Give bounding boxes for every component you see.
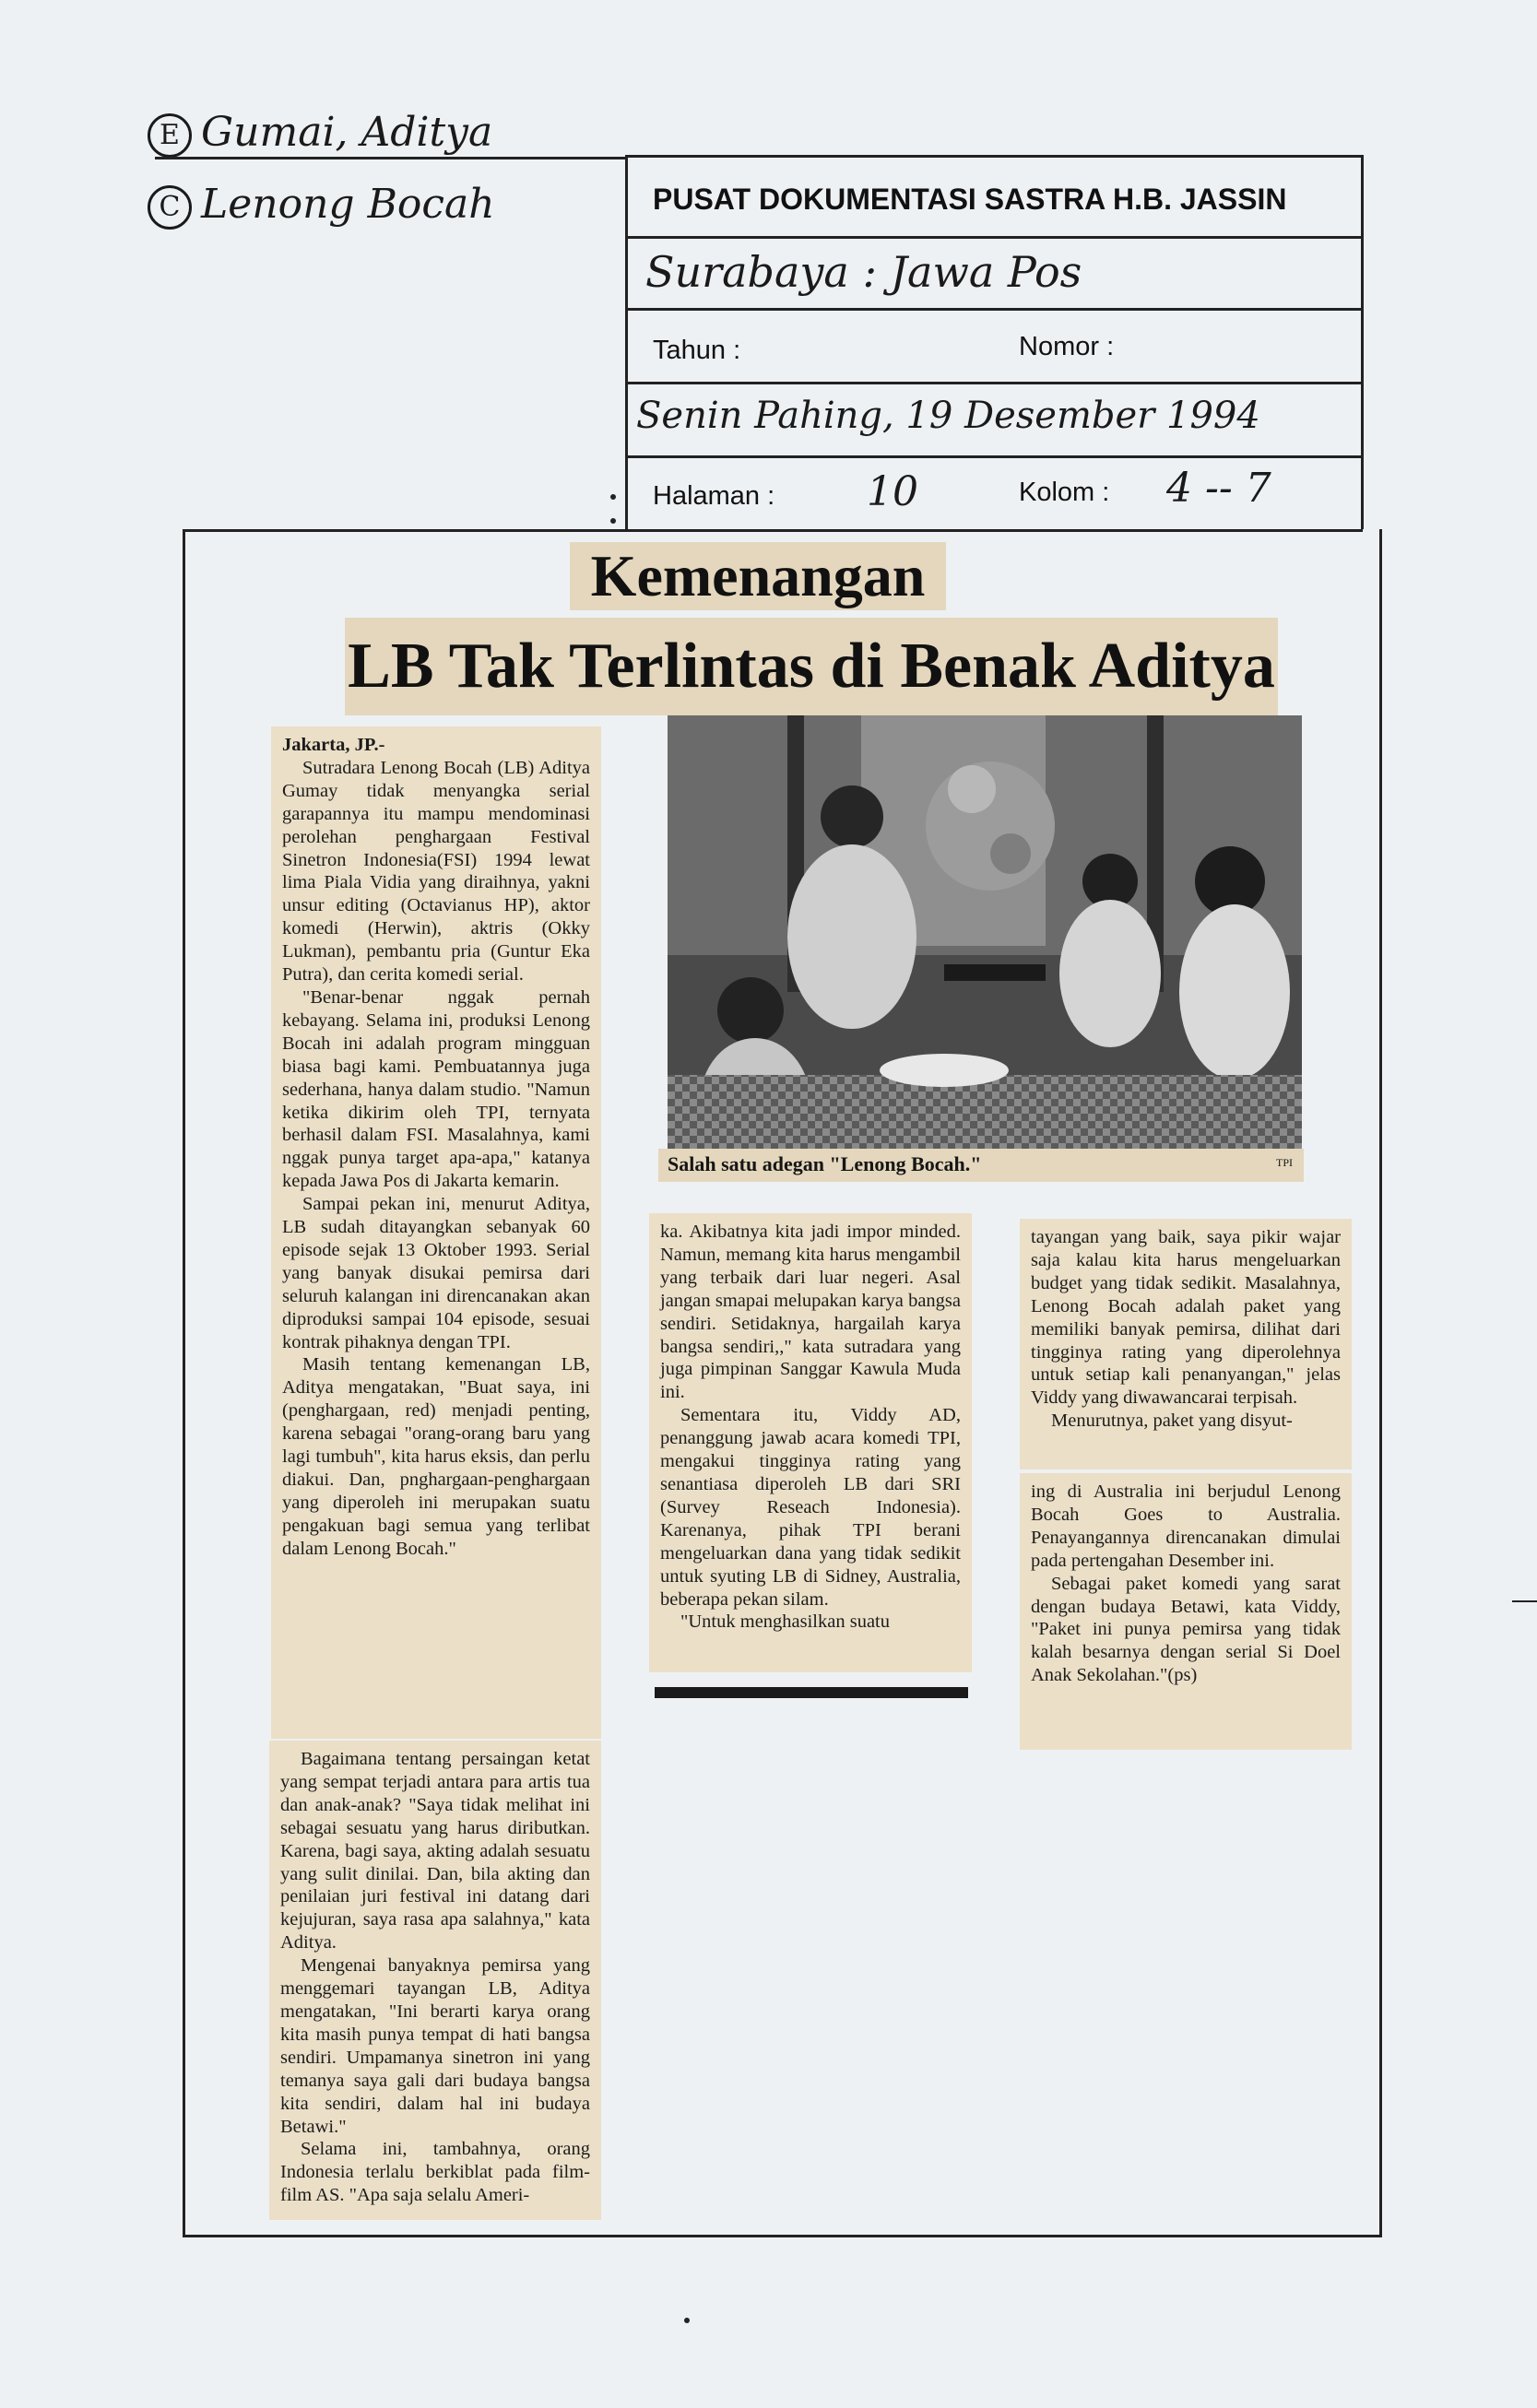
annotation-line-1	[148, 109, 492, 158]
article-column-3b	[1020, 1473, 1352, 1750]
paragraph: ka. Akibatnya kita jadi impor minded. Namun, memang kita harus mengambil yang terbaik dari luar negeri. Asal jangan smapai melupakan karya bangsa sendiri. Setidaknya, hargailah karya bangsa sendiri,," kata sutradara yang juga pimpinan Sanggar Kawula Muda ini.	[660, 1222, 961, 1403]
annotation-names: Gumai, Aditya	[201, 109, 493, 156]
paragraph: Mengenai banyaknya pemirsa yang menggemari tayangan LB, Aditya mengatakan, "Ini berarti karya orang kita masih punya tempat di hati bangsa sendiri. Umpamanya sinetron ini yang temanya saya gali dari budaya bangsa kita sendiri, dalam hal ini budaya Betawi."	[280, 1955, 590, 2137]
paragraph: Masih tentang kemenangan LB, Aditya mengatakan, "Buat saya, ini (penghargaan, red) menjadi penting, karena sebagai "orang-orang baru yang lagi tumbuh", kita harus eksis, dan perlu diakui. Dan, pnghargaan-penghargaan yang diperoleh ini merupakan suatu pengakuan bagi semua yang terlibat dalam Lenong Bocah."	[282, 1354, 590, 1559]
paragraph: Selama ini, tambahnya, orang Indonesia terlalu berkiblat pada film-film AS. "Apa saja selalu Ameri-	[280, 2139, 590, 2206]
kolom-value: 4 -- 7	[1166, 465, 1271, 512]
paragraph: ing di Australia ini berjudul Lenong Bocah Goes to Australia. Penayangannya direncanakan dimulai pada pertengahan Desember ini.	[1031, 1481, 1341, 1571]
photo-caption-text: Salah satu adegan "Lenong Bocah."	[668, 1152, 982, 1175]
paragraph: Sutradara Lenong Bocah (LB) Aditya Gumay tidak menyangka serial garapannya itu mampu mendominasi perolehan penghargaan Festival Sinetron Indonesia(FSI) 1994 lewat lima Piala Vidia yang diraihnya, yakni unsur editing (Octavianus HP), aktor komedi (Herwin), aktris (Okky Lukman), pembantu pria (Guntur Eka Putra), dan cerita komedi serial.	[282, 757, 590, 986]
article-column-1b	[269, 1741, 601, 2220]
paragraph: Bagaimana tentang persaingan ketat yang sempat terjadi antara para artis tua dan anak-anak? "Saya tidak melihat ini sebagai sesuatu yang harus diributkan. Karena, bagi saya, akting adalah sesuatu yang sulit dinilai. Dan, bila akting dan penilaian juri festival ini datang dari kejujuran, saya rasa apa salahnya," kata Aditya.	[280, 1749, 590, 1954]
photo-caption	[658, 1149, 1304, 1182]
dateline: Jakarta, JP.-	[282, 735, 385, 755]
photo-credit: TPI	[1276, 1156, 1293, 1169]
article-column-2	[649, 1213, 972, 1672]
paragraph: tayangan yang baik, saya pikir wajar saja kalau kita harus mengeluarkan budget yang tidak sedikit. Masalahnya, Lenong Bocah adalah paket yang memiliki banyak pemirsa, dilihat dari tingginya rating yang diperolehnya untuk setiap kali penanyangan," jelas Viddy yang diwawancarai terpisah.	[1031, 1227, 1341, 1409]
category-code-e: E	[148, 113, 192, 158]
article-column-1	[271, 726, 601, 1739]
category-code-c: C	[148, 185, 192, 230]
halaman-label: Halaman :	[653, 481, 775, 511]
photo-scene	[668, 715, 1302, 1152]
main-headline: LB Tak Terlintas di Benak Aditya	[345, 618, 1278, 715]
paragraph: Sementara itu, Viddy AD, penanggung jawab acara komedi TPI, mengakui tingginya rating yang senantiasa diperoleh LB dari SRI (Survey Reseach Indonesia). Karenanya, pihak TPI berani mengeluarkan dana yang tidak sedikit untuk syuting LB di Sidney, Australia, beberapa pekan silam.	[660, 1405, 961, 1610]
article-column-3	[1020, 1219, 1352, 1470]
nomor-label: Nomor :	[1019, 332, 1115, 361]
paragraph: Menurutnya, paket yang disyut-	[1051, 1411, 1293, 1432]
date-handwritten: Senin Pahing, 19 Desember 1994	[636, 395, 1260, 437]
tahun-label: Tahun :	[653, 336, 741, 365]
source-handwritten: Surabaya : Jawa Pos	[645, 247, 1082, 297]
annotation-title: Lenong Bocah	[201, 181, 495, 228]
article-photo	[668, 715, 1302, 1152]
paragraph: Sampai pekan ini, menurut Aditya, LB sudah ditayangkan sebanyak 60 episode sejak 13 Oktober 1993. Serial yang banyak disukai pemirsa dari seluruh kalangan ini direncanakan akan diproduksi sampai 104 episode, sesuai kontrak pihaknya dengan TPI.	[282, 1194, 590, 1352]
halaman-value: 10	[867, 468, 918, 515]
paragraph: "Benar-benar nggak pernah kebayang. Selama ini, produksi Lenong Bocah ini adalah program mingguan biasa bagi kami. Pembuatannya juga sederhana, hanya dalam studio. "Namun ketika dikirim oleh TPI, ternyata berhasil dalam FSI. Masalahnya, kami nggak punya target apa-apa," katanya kepada Jawa Pos di Jakarta kemarin.	[282, 986, 590, 1192]
paragraph: "Untuk menghasilkan suatu	[680, 1611, 891, 1633]
kolom-label: Kolom :	[1019, 478, 1110, 507]
institution-title: PUSAT DOKUMENTASI SASTRA H.B. JASSIN	[653, 183, 1287, 216]
annotation-line-2	[148, 181, 495, 230]
paragraph: Sebagai paket komedi yang sarat dengan budaya Betawi, kata Viddy, "Paket ini punya pemirsa yang tidak kalah besarnya dengan serial Si Doel Anak Sekolahan."(ps)	[1031, 1573, 1341, 1686]
kicker-headline: Kemenangan	[570, 542, 946, 610]
